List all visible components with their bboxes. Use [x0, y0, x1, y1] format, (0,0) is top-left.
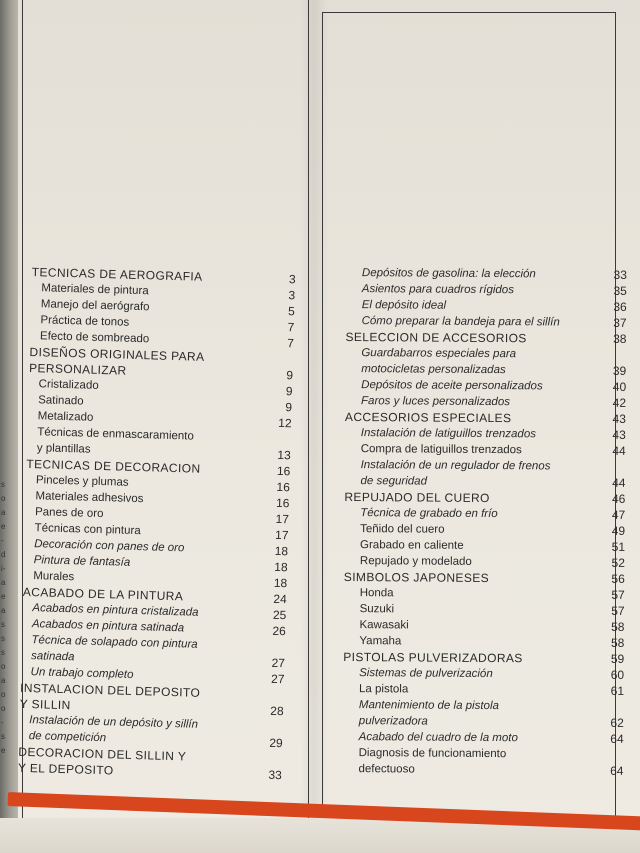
toc-page-number: 18 [274, 543, 289, 559]
adjacent-page-fragment: a [1, 606, 6, 615]
toc-entry-title: Materiales adhesivos [35, 490, 144, 506]
adjacent-page-fragment: o [1, 494, 6, 503]
toc-entry-title: Técnicas de enmascaramiento [37, 426, 195, 443]
toc-page-number: 40 [612, 379, 627, 394]
toc-entry-title: Honda [359, 587, 394, 600]
toc-entry [342, 761, 640, 779]
toc-entry-title: y plantillas [36, 442, 91, 456]
toc-entry-title: Yamaha [359, 635, 402, 648]
toc-page-number: 57 [611, 587, 625, 602]
toc-entry-title: SELECCION DE ACCESORIOS [345, 329, 527, 346]
toc-entry-title: INSTALACION DEL DEPOSITO [19, 680, 201, 700]
adjacent-page-fragment: o [1, 704, 6, 713]
toc-entry-title: La pistola [358, 683, 409, 696]
toc-page-number: 39 [612, 363, 627, 378]
toc-page-number: 64 [610, 763, 624, 778]
toc-page-number: 12 [278, 415, 292, 431]
toc-entry-title: ACABADO DE LA PINTURA [22, 584, 184, 604]
toc-page-number [258, 686, 284, 687]
toc-entry-title: Acabado del cuadro de la moto [358, 731, 518, 745]
adjacent-page-text [1, 478, 11, 758]
toc-entry-title: Instalación de un depósito y sillín [29, 714, 199, 731]
toc-entry-title: Manejo del aerógrafo [40, 298, 150, 314]
toc-page-number: 58 [611, 619, 625, 634]
adjacent-page-fragment: - [1, 536, 4, 545]
adjacent-page-fragment: s [1, 480, 5, 489]
toc-entry-title: Materiales de pintura [41, 282, 149, 298]
toc-entry-title: Pintura de fantasía [33, 554, 131, 569]
toc-entry-title: SIMBOLOS JAPONESES [343, 569, 490, 586]
toc-entry-title: Práctica de tonos [40, 314, 130, 329]
toc-entry-title: Diagnosis de funcionamiento [358, 747, 507, 761]
toc-entry-title: Efecto de sombreado [39, 330, 150, 346]
toc-entry-title: Grabado en caliente [360, 539, 464, 552]
toc-page-number: 3 [288, 272, 296, 287]
toc-page-number: 18 [274, 559, 288, 575]
toc-page-number: 43 [612, 411, 626, 426]
adjacent-page-fragment: s [1, 634, 5, 643]
toc-page-number [260, 639, 286, 640]
toc-page-number: 13 [277, 447, 291, 463]
toc-entry-title: Kawasaki [359, 619, 409, 632]
adjacent-page-fragment: a [1, 578, 6, 587]
adjacent-page-fragment: - [1, 718, 4, 727]
toc-entry-title: TECNICAS DE AEROGRAFIA [31, 264, 203, 284]
toc-entry-title: defectuoso [358, 763, 415, 776]
toc-page-number: 49 [611, 523, 626, 538]
toc-entry-title: Panes de oro [34, 506, 104, 521]
toc-entry-title: PISTOLAS PULVERIZADORAS [343, 649, 523, 666]
toc-entry-title: motocicletas personalizadas [361, 363, 506, 377]
toc-entry-title: El depósito ideal [361, 299, 447, 312]
toc-page-number: 17 [274, 527, 289, 543]
toc-page-number: 24 [273, 591, 287, 607]
toc-page-number: 27 [270, 671, 285, 687]
toc-page-number: 38 [613, 331, 627, 346]
toc-entry-title: Cómo preparar la bandeja para el sillín [361, 315, 560, 329]
adjacent-page-fragment: s [1, 648, 5, 657]
toc-entry-title: Depósitos de gasolina: la elección [361, 267, 536, 281]
toc-entry-title: de competición [28, 730, 107, 745]
toc-page-number: 5 [287, 304, 295, 319]
toc-page-number: 44 [612, 443, 626, 458]
toc-page-number: 35 [613, 283, 627, 298]
toc-page-number: 33 [613, 267, 627, 282]
toc-entry-title: satinada [30, 650, 75, 664]
toc-entry-title: Metalizado [37, 410, 94, 424]
toc-page-number: 42 [612, 395, 627, 410]
adjacent-page-fragment: d [1, 550, 6, 559]
toc-page-number: 47 [611, 507, 626, 522]
toc-left-column [18, 264, 302, 783]
toc-entry-title: DECORACION DEL SILLIN Y [18, 744, 187, 764]
toc-page-number: 62 [610, 715, 624, 730]
toc-page-number: 46 [611, 491, 626, 506]
toc-page-number: 58 [610, 635, 625, 650]
toc-page-number [257, 750, 283, 751]
toc-right-column [342, 265, 640, 779]
toc-page-number: 56 [611, 571, 625, 586]
toc-page-number: 7 [287, 320, 295, 335]
toc-page-number: 9 [286, 368, 294, 383]
adjacent-page-fragment: s [1, 732, 5, 741]
toc-entry-title: Faros y luces personalizados [361, 395, 511, 409]
toc-entry-title: Sistemas de pulverización [359, 667, 493, 681]
toc-entry-title: Pinceles y plumas [35, 474, 129, 489]
toc-page-number: 29 [269, 735, 283, 751]
toc-page-number: 64 [610, 731, 624, 746]
adjacent-page-fragment: e [1, 746, 6, 755]
toc-entry-title: REPUJADO DEL CUERO [344, 489, 490, 506]
toc-page-number: 60 [610, 667, 625, 682]
toc-page-number [257, 718, 283, 719]
toc-page-number: 51 [611, 539, 626, 554]
toc-page-number: 18 [273, 575, 288, 591]
toc-entry-title: Y EL DEPOSITO [17, 760, 114, 778]
toc-entry-title: ACCESORIOS ESPECIALES [344, 409, 512, 426]
toc-entry-title: Depósitos de aceite personalizados [361, 379, 543, 393]
toc-entry-title: Un trabajo completo [30, 666, 134, 681]
toc-page-number: 26 [272, 623, 287, 639]
toc-entry-title: Mantenimiento de la pistola [358, 699, 499, 713]
toc-page-number: 44 [612, 475, 626, 490]
toc-entry-title: Técnica de solapado con pintura [31, 634, 198, 651]
toc-page-number: 16 [276, 463, 291, 479]
adjacent-page-fragment: i- [1, 564, 6, 573]
toc-page-number: 52 [611, 555, 625, 570]
toc-page-number [265, 431, 291, 432]
adjacent-page-fragment: a [1, 676, 6, 685]
toc-entry-title: de seguridad [360, 475, 428, 488]
toc-page-number: 9 [285, 400, 293, 415]
toc-entry-title: Guardabarros especiales para [361, 347, 517, 361]
toc-page-number: 17 [275, 511, 290, 527]
toc-page-number: 61 [610, 683, 625, 698]
adjacent-page-fragment: o [1, 662, 6, 671]
toc-entry-title: PERSONALIZAR [28, 360, 127, 378]
toc-page-number: 16 [275, 495, 290, 511]
toc-page-number [268, 351, 294, 352]
toc-page-number: 16 [276, 479, 291, 495]
toc-entry-title: Instalación de latiguillos trenzados [360, 427, 537, 441]
toc-entry-title: Instalación de un regulador de frenos [360, 459, 551, 473]
toc-page-number: 33 [268, 767, 283, 783]
toc-page-number: 59 [610, 651, 625, 666]
toc-entry-title: Repujado y modelado [359, 555, 472, 568]
toc-entry-title: Asientos para cuadros rígidos [361, 283, 515, 297]
adjacent-page-fragment: e [1, 592, 6, 601]
toc-page-number: 3 [288, 288, 296, 303]
toc-entry-title: Y SILLIN [19, 696, 71, 713]
toc-entry-title: Teñido del cuero [360, 523, 445, 536]
toc-entry-title: Satinado [38, 394, 84, 408]
toc-entry-title: TECNICAS DE DECORACION [26, 456, 201, 476]
toc-page-number: 27 [271, 655, 286, 671]
toc-entry-title: Técnicas con pintura [34, 522, 141, 538]
toc-page-number: 7 [287, 336, 295, 351]
toc-entry-title: DISEÑOS ORIGINALES PARA [29, 344, 205, 364]
toc-page-number: 28 [270, 703, 284, 719]
toc-page-number: 57 [611, 603, 625, 618]
toc-page-number: 25 [272, 607, 287, 623]
adjacent-page-fragment: s [1, 620, 5, 629]
toc-entry-title: Decoración con panes de oro [34, 538, 185, 555]
adjacent-page-fragment: e [1, 522, 6, 531]
toc-entry-title: Murales [33, 570, 75, 584]
toc-entry-title: Acabados en pintura cristalizada [32, 602, 199, 619]
toc-entry-title: Cristalizado [38, 378, 99, 392]
toc-entry-title: Compra de latiguillos trenzados [360, 443, 522, 457]
toc-entry-title: pulverizadora [358, 715, 428, 728]
toc-entry-title: Técnica de grabado en frío [360, 507, 498, 521]
toc-entry-title: Suzuki [359, 603, 395, 616]
adjacent-page-fragment: a [1, 508, 6, 517]
toc-entry-title: Acabados en pintura satinada [31, 618, 185, 635]
toc-page-number: 36 [613, 299, 627, 314]
adjacent-page-fragment: o [1, 690, 6, 699]
toc-page-number: 9 [285, 384, 293, 399]
toc-page-number: 37 [613, 315, 627, 330]
toc-page-number: 43 [612, 427, 626, 442]
